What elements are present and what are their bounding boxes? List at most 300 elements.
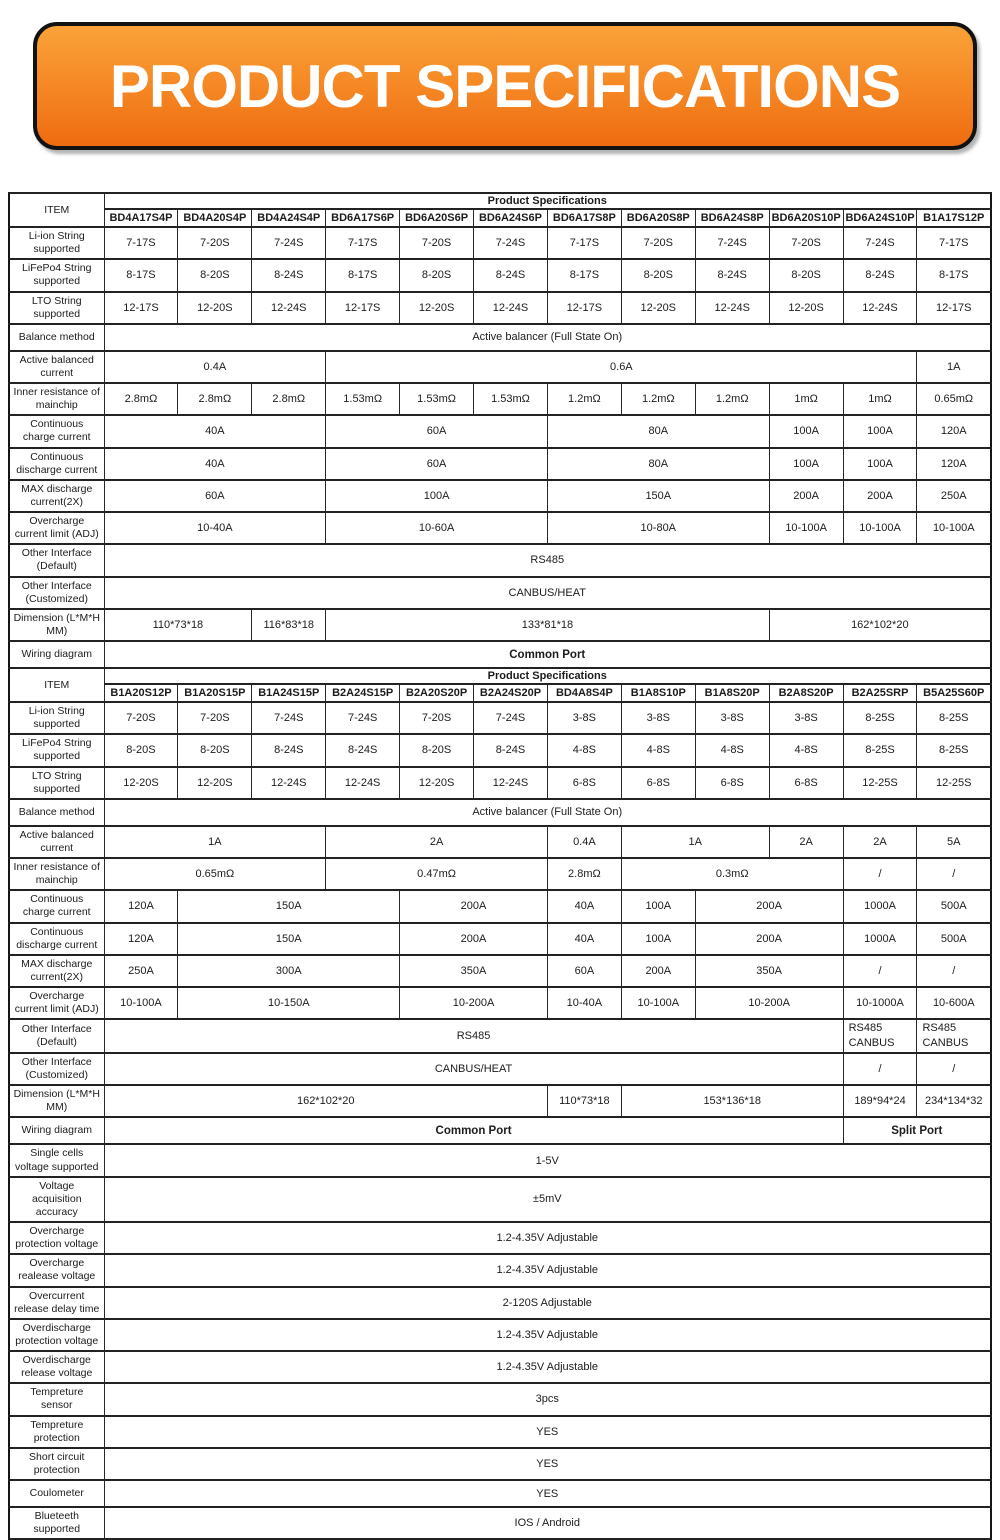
- spec-cell: 7-17S: [547, 227, 621, 259]
- spec-cell: ±5mV: [104, 1177, 991, 1222]
- spec-cell: 7-20S: [400, 702, 474, 734]
- spec-cell: 0.65mΩ: [917, 383, 991, 415]
- spec-cell: /: [843, 858, 917, 890]
- spec-cell: 8-20S: [178, 734, 252, 766]
- spec-cell: 8-24S: [695, 259, 769, 291]
- spec-cell: YES: [104, 1416, 991, 1448]
- row-label: LiFePo4 String supported: [9, 259, 104, 291]
- spec-row: [9, 1222, 991, 1254]
- spec-cell: 1000A: [843, 890, 917, 922]
- spec-cell: 12-24S: [474, 767, 548, 799]
- spec-cell: 133*81*18: [326, 609, 769, 641]
- spec-cell: 8-20S: [769, 259, 843, 291]
- spec-cell: 120A: [104, 890, 178, 922]
- spec-cell: 10-100A: [104, 987, 178, 1019]
- row-label: LTO String supported: [9, 292, 104, 324]
- spec-cell: 8-17S: [326, 259, 400, 291]
- spec-row: [9, 1144, 991, 1176]
- spec-row: [9, 890, 991, 922]
- row-label: Overcharge protection voltage: [9, 1222, 104, 1254]
- spec-cell: Active balancer (Full State On): [104, 799, 991, 826]
- row-label: Tempreture sensor: [9, 1383, 104, 1415]
- spec-row: [9, 324, 991, 351]
- spec-row: [9, 1019, 991, 1053]
- spec-cell: 12-25S: [843, 767, 917, 799]
- spec-cell: 10-60A: [326, 512, 548, 544]
- spec-cell: /: [843, 1053, 917, 1085]
- spec-cell: 40A: [104, 448, 326, 480]
- spec-cell: 10-200A: [400, 987, 548, 1019]
- model-header: BD6A17S8P: [547, 209, 621, 227]
- spec-cell: 6-8S: [547, 767, 621, 799]
- spec-cell: 4-8S: [769, 734, 843, 766]
- spec-cell: 1.2-4.35V Adjustable: [104, 1319, 991, 1351]
- spec-cell: 1.53mΩ: [400, 383, 474, 415]
- spec-cell: CANBUS/HEAT: [104, 1053, 843, 1085]
- model-header: B2A20S20P: [400, 684, 474, 702]
- model-header: BD6A24S10P: [843, 209, 917, 227]
- section-title: Product Specifications: [104, 668, 991, 684]
- row-label: Active balanced current: [9, 826, 104, 858]
- spec-cell: 100A: [769, 448, 843, 480]
- model-header: B2A25SRP: [843, 684, 917, 702]
- spec-cell: 12-17S: [547, 292, 621, 324]
- model-header: B2A24S15P: [326, 684, 400, 702]
- row-label: Overdischarge release voltage: [9, 1351, 104, 1383]
- spec-cell: 7-24S: [474, 702, 548, 734]
- spec-cell: 12-20S: [178, 292, 252, 324]
- section-header-row: [9, 193, 991, 209]
- spec-cell: 12-24S: [843, 292, 917, 324]
- spec-cell: 80A: [547, 415, 769, 447]
- spec-cell: 4-8S: [621, 734, 695, 766]
- spec-row: [9, 1448, 991, 1480]
- spec-cell: 1.53mΩ: [326, 383, 400, 415]
- spec-cell: 40A: [547, 923, 621, 955]
- spec-row: [9, 1085, 991, 1117]
- spec-cell: 200A: [843, 480, 917, 512]
- spec-cell: 8-17S: [917, 259, 991, 291]
- spec-cell: 60A: [326, 448, 548, 480]
- spec-row: [9, 577, 991, 609]
- spec-cell: YES: [104, 1480, 991, 1507]
- spec-cell: 100A: [326, 480, 548, 512]
- spec-cell: 200A: [621, 955, 695, 987]
- spec-cell: 12-24S: [252, 767, 326, 799]
- spec-cell: 8-25S: [843, 702, 917, 734]
- spec-cell: 1000A: [843, 923, 917, 955]
- spec-cell: 7-20S: [400, 227, 474, 259]
- model-header: B1A8S10P: [621, 684, 695, 702]
- spec-cell: 1A: [621, 826, 769, 858]
- spec-cell: 7-20S: [769, 227, 843, 259]
- spec-cell: 1mΩ: [843, 383, 917, 415]
- spec-cell: 12-24S: [695, 292, 769, 324]
- row-label: Other Interface (Default): [9, 1019, 104, 1053]
- spec-cell: 1A: [917, 351, 991, 383]
- spec-cell: 8-24S: [474, 259, 548, 291]
- spec-row: [9, 1177, 991, 1222]
- spec-cell: 12-20S: [400, 292, 474, 324]
- spec-cell: 2.8mΩ: [178, 383, 252, 415]
- row-label: Balance method: [9, 799, 104, 826]
- spec-row: [9, 1507, 991, 1539]
- spec-cell: 100A: [843, 415, 917, 447]
- spec-cell: 7-24S: [326, 702, 400, 734]
- spec-row: [9, 415, 991, 447]
- spec-cell: 116*83*18: [252, 609, 326, 641]
- spec-cell: 12-17S: [104, 292, 178, 324]
- spec-row: [9, 512, 991, 544]
- spec-cell: 7-17S: [104, 227, 178, 259]
- spec-cell: 60A: [547, 955, 621, 987]
- spec-cell: IOS / Android: [104, 1507, 991, 1539]
- spec-cell: YES: [104, 1448, 991, 1480]
- row-label: Overcurrent release delay time: [9, 1287, 104, 1319]
- spec-cell: 200A: [400, 890, 548, 922]
- model-header: BD6A24S6P: [474, 209, 548, 227]
- model-header: B2A24S20P: [474, 684, 548, 702]
- spec-cell: 2A: [326, 826, 548, 858]
- spec-cell: 10-40A: [104, 512, 326, 544]
- spec-cell: 250A: [917, 480, 991, 512]
- spec-cell: 1.2mΩ: [547, 383, 621, 415]
- spec-table-container: [8, 192, 992, 1540]
- row-label: Continuous charge current: [9, 890, 104, 922]
- model-header: B1A17S12P: [917, 209, 991, 227]
- spec-cell: 8-24S: [474, 734, 548, 766]
- spec-cell: 8-24S: [843, 259, 917, 291]
- spec-row: [9, 1117, 991, 1144]
- spec-cell: 7-24S: [843, 227, 917, 259]
- model-header: B1A8S20P: [695, 684, 769, 702]
- model-header: BD6A20S10P: [769, 209, 843, 227]
- spec-row: [9, 923, 991, 955]
- item-header: ITEM: [9, 193, 104, 227]
- spec-cell: 250A: [104, 955, 178, 987]
- spec-cell: 40A: [104, 415, 326, 447]
- spec-cell: 110*73*18: [104, 609, 252, 641]
- row-label: Other Interface (Default): [9, 544, 104, 576]
- spec-cell: 150A: [547, 480, 769, 512]
- spec-cell: 120A: [917, 415, 991, 447]
- spec-cell: 8-20S: [400, 259, 474, 291]
- spec-cell: 189*94*24: [843, 1085, 917, 1117]
- spec-cell: 6-8S: [695, 767, 769, 799]
- spec-row: [9, 1351, 991, 1383]
- spec-cell: 1A: [104, 826, 326, 858]
- spec-cell: 12-25S: [917, 767, 991, 799]
- spec-row: [9, 1254, 991, 1286]
- spec-cell: 2.8mΩ: [547, 858, 621, 890]
- row-label: Continuous charge current: [9, 415, 104, 447]
- row-label: Tempreture protection: [9, 1416, 104, 1448]
- spec-cell: 8-25S: [843, 734, 917, 766]
- section-header-row: [9, 668, 991, 684]
- spec-cell: 1.2-4.35V Adjustable: [104, 1222, 991, 1254]
- row-label: LTO String supported: [9, 767, 104, 799]
- spec-cell: 8-17S: [104, 259, 178, 291]
- spec-cell: 8-24S: [326, 734, 400, 766]
- spec-cell: 7-24S: [474, 227, 548, 259]
- spec-cell: 12-17S: [326, 292, 400, 324]
- spec-cell: /: [917, 1053, 991, 1085]
- spec-cell: 7-17S: [917, 227, 991, 259]
- row-label: Overcharge current limit (ADJ): [9, 512, 104, 544]
- spec-cell: 10-100A: [621, 987, 695, 1019]
- spec-cell: 234*134*32: [917, 1085, 991, 1117]
- spec-cell: CANBUS/HEAT: [104, 577, 991, 609]
- spec-cell: 200A: [769, 480, 843, 512]
- spec-cell: 12-20S: [104, 767, 178, 799]
- specifications-table: [8, 192, 992, 1540]
- spec-cell: 2A: [843, 826, 917, 858]
- model-header: BD6A20S6P: [400, 209, 474, 227]
- spec-cell: 162*102*20: [769, 609, 991, 641]
- spec-cell: 500A: [917, 890, 991, 922]
- row-label: Inner resistance of mainchip: [9, 383, 104, 415]
- spec-cell: 3-8S: [695, 702, 769, 734]
- spec-cell: 12-20S: [621, 292, 695, 324]
- banner-title: PRODUCT SPECIFICATIONS: [109, 52, 901, 120]
- model-header: BD6A17S6P: [326, 209, 400, 227]
- spec-cell: 80A: [547, 448, 769, 480]
- row-label: MAX discharge current(2X): [9, 955, 104, 987]
- model-header: BD6A20S8P: [621, 209, 695, 227]
- spec-cell: 8-20S: [104, 734, 178, 766]
- spec-cell: 0.3mΩ: [621, 858, 843, 890]
- spec-cell: 1-5V: [104, 1144, 991, 1176]
- spec-cell: Common Port: [104, 641, 991, 668]
- spec-cell: 8-20S: [621, 259, 695, 291]
- row-label: Li-ion String supported: [9, 702, 104, 734]
- row-label: Balance method: [9, 324, 104, 351]
- row-label: Coulometer: [9, 1480, 104, 1507]
- row-label: Inner resistance of mainchip: [9, 858, 104, 890]
- spec-cell: 10-600A: [917, 987, 991, 1019]
- row-label: Voltage acquisition accuracy: [9, 1177, 104, 1222]
- spec-cell: 100A: [769, 415, 843, 447]
- spec-cell: 12-24S: [252, 292, 326, 324]
- spec-cell: 110*73*18: [547, 1085, 621, 1117]
- spec-cell: 150A: [178, 890, 400, 922]
- row-label: MAX discharge current(2X): [9, 480, 104, 512]
- spec-cell: 2-120S Adjustable: [104, 1287, 991, 1319]
- model-header-row: [9, 209, 991, 227]
- model-header: B5A25S60P: [917, 684, 991, 702]
- spec-cell: 3pcs: [104, 1383, 991, 1415]
- spec-cell: 3-8S: [547, 702, 621, 734]
- spec-cell: 2.8mΩ: [104, 383, 178, 415]
- spec-row: [9, 702, 991, 734]
- spec-cell: 150A: [178, 923, 400, 955]
- spec-row: [9, 1383, 991, 1415]
- spec-row: [9, 383, 991, 415]
- spec-cell: 500A: [917, 923, 991, 955]
- spec-cell: 8-20S: [178, 259, 252, 291]
- spec-cell: 12-20S: [400, 767, 474, 799]
- row-label: Continuous discharge current: [9, 923, 104, 955]
- spec-cell: 10-100A: [843, 512, 917, 544]
- row-label: Overdischarge protection voltage: [9, 1319, 104, 1351]
- spec-cell: 7-24S: [252, 702, 326, 734]
- row-label: Continuous discharge current: [9, 448, 104, 480]
- spec-cell: 10-150A: [178, 987, 400, 1019]
- spec-cell: 12-24S: [326, 767, 400, 799]
- spec-row: [9, 987, 991, 1019]
- spec-cell: 0.65mΩ: [104, 858, 326, 890]
- spec-cell: 0.47mΩ: [326, 858, 548, 890]
- row-label: Blueteeth supported: [9, 1507, 104, 1539]
- model-header: BD4A17S4P: [104, 209, 178, 227]
- row-label: Short circuit protection: [9, 1448, 104, 1480]
- spec-cell: 1.2-4.35V Adjustable: [104, 1351, 991, 1383]
- model-header: BD4A8S4P: [547, 684, 621, 702]
- spec-cell: RS485 CANBUS: [917, 1019, 991, 1053]
- spec-cell: 7-24S: [695, 227, 769, 259]
- spec-cell: 8-24S: [252, 734, 326, 766]
- model-header-row: [9, 684, 991, 702]
- spec-cell: 350A: [695, 955, 843, 987]
- spec-cell: 153*136*18: [621, 1085, 843, 1117]
- spec-cell: 10-100A: [769, 512, 843, 544]
- spec-cell: 7-20S: [178, 227, 252, 259]
- spec-cell: 12-24S: [474, 292, 548, 324]
- row-label: Other Interface (Customized): [9, 577, 104, 609]
- spec-row: [9, 858, 991, 890]
- spec-cell: 1.2-4.35V Adjustable: [104, 1254, 991, 1286]
- spec-row: [9, 1416, 991, 1448]
- model-header: B1A24S15P: [252, 684, 326, 702]
- spec-cell: 10-80A: [547, 512, 769, 544]
- spec-cell: 6-8S: [621, 767, 695, 799]
- model-header: BD4A24S4P: [252, 209, 326, 227]
- spec-row: [9, 227, 991, 259]
- spec-row: [9, 292, 991, 324]
- model-header: B1A20S15P: [178, 684, 252, 702]
- spec-cell: 3-8S: [621, 702, 695, 734]
- model-header: B2A8S20P: [769, 684, 843, 702]
- spec-cell: 10-200A: [695, 987, 843, 1019]
- spec-cell: /: [917, 858, 991, 890]
- spec-row: [9, 826, 991, 858]
- spec-row: [9, 480, 991, 512]
- model-header: BD6A24S8P: [695, 209, 769, 227]
- spec-cell: RS485 CANBUS: [843, 1019, 917, 1053]
- row-label: Wiring diagram: [9, 641, 104, 668]
- row-label: Overcharge current limit (ADJ): [9, 987, 104, 1019]
- spec-cell: 100A: [621, 890, 695, 922]
- spec-row: [9, 955, 991, 987]
- spec-row: [9, 734, 991, 766]
- row-label: LiFePo4 String supported: [9, 734, 104, 766]
- spec-row: [9, 544, 991, 576]
- row-label: Active balanced current: [9, 351, 104, 383]
- spec-cell: 7-20S: [178, 702, 252, 734]
- spec-cell: 8-20S: [400, 734, 474, 766]
- spec-row: [9, 1480, 991, 1507]
- spec-cell: 200A: [695, 923, 843, 955]
- row-label: Wiring diagram: [9, 1117, 104, 1144]
- item-header: ITEM: [9, 668, 104, 702]
- spec-cell: 8-24S: [252, 259, 326, 291]
- spec-row: [9, 641, 991, 668]
- spec-cell: 0.6A: [326, 351, 917, 383]
- spec-cell: 12-20S: [769, 292, 843, 324]
- spec-row: [9, 609, 991, 641]
- spec-cell: 3-8S: [769, 702, 843, 734]
- spec-cell: /: [917, 955, 991, 987]
- spec-cell: 162*102*20: [104, 1085, 547, 1117]
- spec-cell: 5A: [917, 826, 991, 858]
- spec-cell: Common Port: [104, 1117, 843, 1144]
- spec-cell: 7-20S: [104, 702, 178, 734]
- spec-cell: 4-8S: [547, 734, 621, 766]
- spec-cell: 120A: [917, 448, 991, 480]
- spec-cell: 40A: [547, 890, 621, 922]
- spec-cell: 0.4A: [104, 351, 326, 383]
- spec-cell: 2A: [769, 826, 843, 858]
- spec-cell: RS485: [104, 1019, 843, 1053]
- row-label: Other Interface (Customized): [9, 1053, 104, 1085]
- spec-cell: 200A: [400, 923, 548, 955]
- spec-cell: 7-17S: [326, 227, 400, 259]
- spec-cell: 12-17S: [917, 292, 991, 324]
- spec-cell: /: [843, 955, 917, 987]
- row-label: Overcharge realease voltage: [9, 1254, 104, 1286]
- spec-cell: 60A: [104, 480, 326, 512]
- row-label: Single cells voltage supported: [9, 1144, 104, 1176]
- spec-row: [9, 799, 991, 826]
- spec-cell: Split Port: [843, 1117, 991, 1144]
- spec-row: [9, 1287, 991, 1319]
- model-header: BD4A20S4P: [178, 209, 252, 227]
- spec-cell: 7-20S: [621, 227, 695, 259]
- spec-cell: 1.2mΩ: [621, 383, 695, 415]
- spec-cell: 4-8S: [695, 734, 769, 766]
- spec-row: [9, 767, 991, 799]
- spec-cell: 8-25S: [917, 734, 991, 766]
- spec-cell: 120A: [104, 923, 178, 955]
- spec-cell: RS485: [104, 544, 991, 576]
- row-label: Li-ion String supported: [9, 227, 104, 259]
- spec-cell: 60A: [326, 415, 548, 447]
- spec-cell: 8-25S: [917, 702, 991, 734]
- spec-row: [9, 448, 991, 480]
- spec-row: [9, 259, 991, 291]
- spec-cell: 1mΩ: [769, 383, 843, 415]
- spec-cell: 2.8mΩ: [252, 383, 326, 415]
- spec-cell: 10-1000A: [843, 987, 917, 1019]
- row-label: Dimension (L*M*H MM): [9, 1085, 104, 1117]
- section-title: Product Specifications: [104, 193, 991, 209]
- spec-cell: 100A: [621, 923, 695, 955]
- spec-cell: 300A: [178, 955, 400, 987]
- spec-cell: Active balancer (Full State On): [104, 324, 991, 351]
- spec-cell: 10-40A: [547, 987, 621, 1019]
- spec-cell: 6-8S: [769, 767, 843, 799]
- spec-cell: 200A: [695, 890, 843, 922]
- spec-cell: 10-100A: [917, 512, 991, 544]
- spec-row: [9, 1053, 991, 1085]
- spec-cell: 8-17S: [547, 259, 621, 291]
- spec-cell: 1.53mΩ: [474, 383, 548, 415]
- spec-cell: 350A: [400, 955, 548, 987]
- spec-cell: 7-24S: [252, 227, 326, 259]
- row-label: Dimension (L*M*H MM): [9, 609, 104, 641]
- product-specifications-banner: [33, 22, 977, 150]
- spec-cell: 1.2mΩ: [695, 383, 769, 415]
